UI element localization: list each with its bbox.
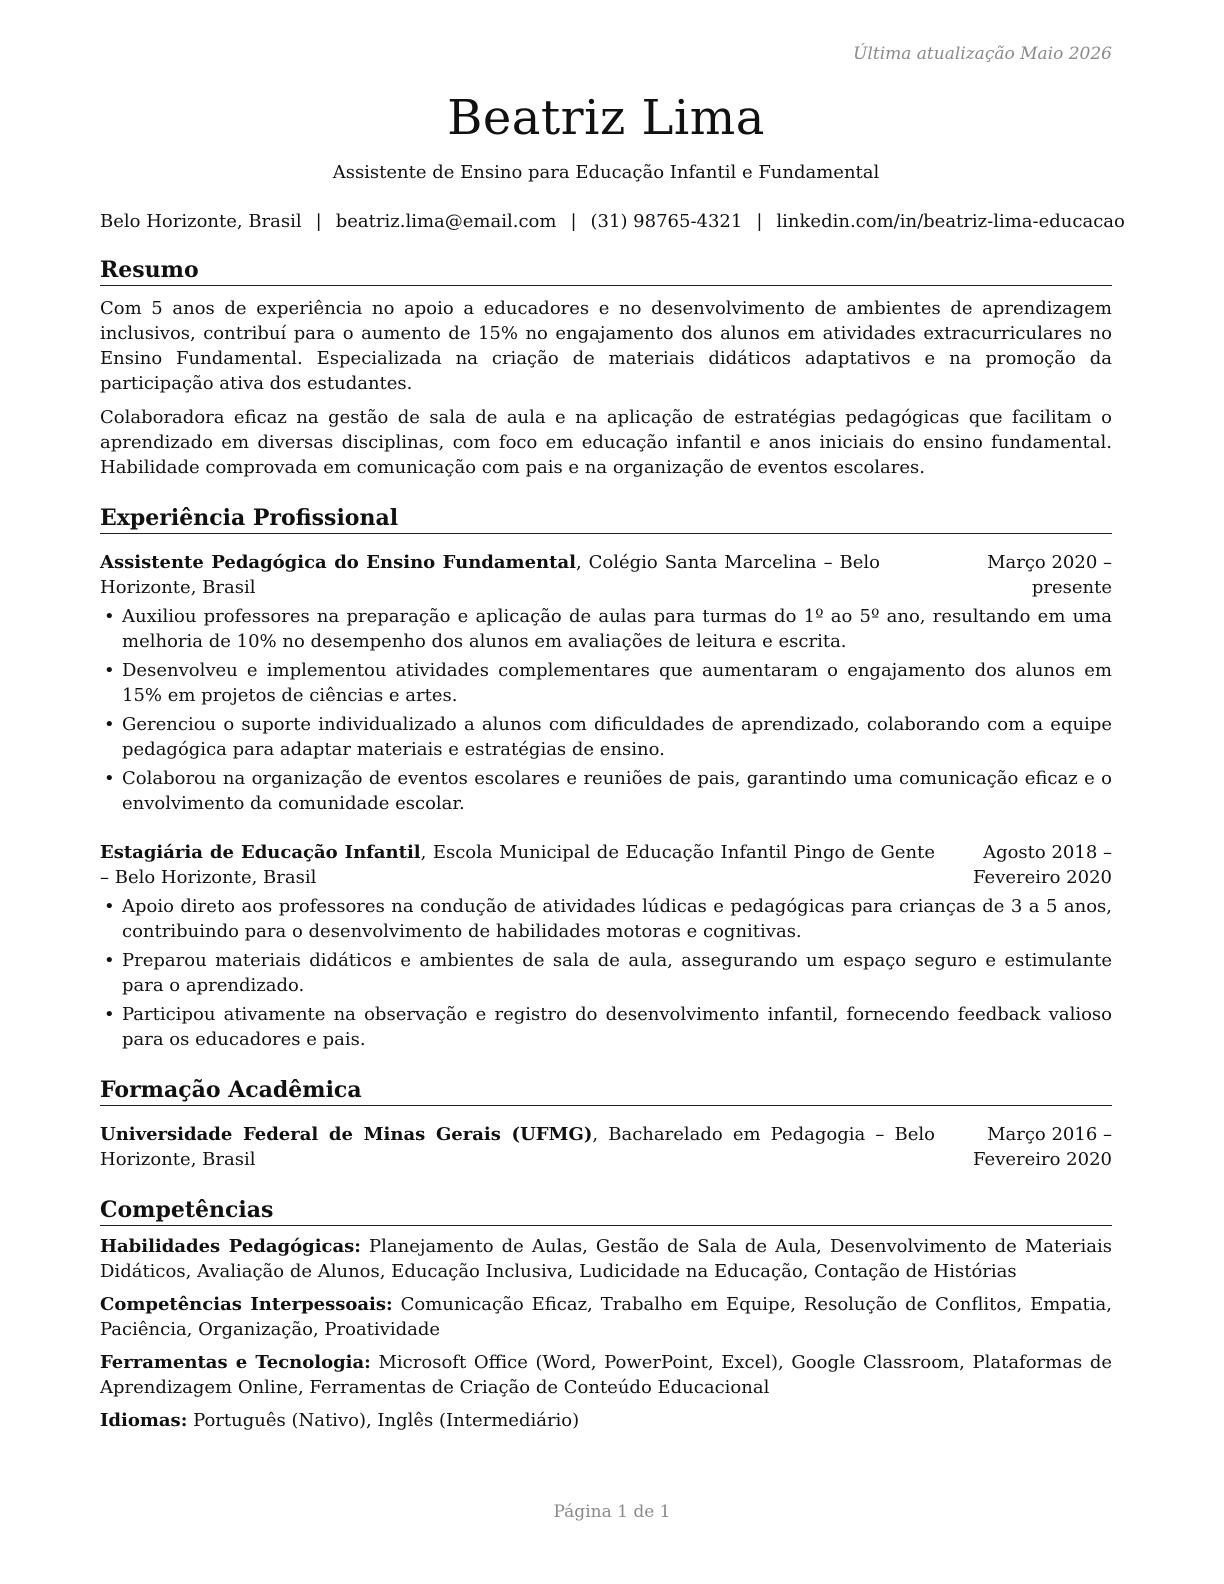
- contact-line: [100, 211, 1125, 232]
- skill-text: Microsoft Office (Word, PowerPoint, Excel), Google Classroom, Plataformas de Aprendizagem Online, Ferramentas de Criação de Conteúdo Educacional: [100, 1352, 1113, 1398]
- page-number: Página 1 de 1: [553, 1502, 671, 1522]
- candidate-headline: Assistente de Ensino para Educação Infantil e Fundamental: [332, 162, 880, 183]
- skill-text: Comunicação Eficaz, Trabalho em Equipe, Resolução de Conflitos, Empatia, Paciência, Organização, Proatividade: [100, 1294, 1112, 1340]
- skill-text: Planejamento de Aulas, Gestão de Sala de Aula, Desenvolvimento de Materiais Didáticos, Avaliação de Alunos, Educação Inclusiva, Ludicidade na Educação, Contação de Histórias: [100, 1236, 1112, 1282]
- job-dates: Agosto 2018 – Fevereiro 2020: [973, 842, 1112, 888]
- job-header: [100, 550, 1112, 600]
- contact-separator: |: [315, 211, 322, 232]
- job-header: [100, 840, 1112, 890]
- education-entry: [100, 1122, 1112, 1172]
- skill-row: [100, 1408, 1112, 1433]
- job-role: Assistente Pedagógica do Ensino Fundamental: [100, 552, 576, 573]
- section-title-summary: Resumo: [100, 256, 1112, 286]
- skill-row: [100, 1234, 1112, 1284]
- summary-paragraph: Colaboradora eficaz na gestão de sala de aula e na aplicação de estratégias pedagógicas que facilitam o aprendizado em diversas disciplinas, com foco em educação infantil e anos iniciais do ensino fundamental. Habilidade comprovada em comunicação com pais e na organização de eventos escolares.: [100, 407, 1112, 478]
- education-degree: , Bacharelado em Pedagogia – Belo Horizonte, Brasil: [100, 1124, 936, 1170]
- skill-label: Competências Interpessoais:: [100, 1294, 393, 1315]
- skill-text: Português (Nativo), Inglês (Intermediário): [187, 1410, 580, 1431]
- job-bullets: [100, 894, 1112, 1052]
- contact-phone[interactable]: (31) 98765-4321: [590, 211, 743, 232]
- education-dates: Março 2016 – Fevereiro 2020: [973, 1124, 1112, 1170]
- job-title-line: [100, 840, 935, 890]
- list-item: • Apoio direto aos professores na condução de atividades lúdicas e pedagógicas para crianças de 3 a 5 anos, contribuindo para o desenvolvimento de habilidades motoras e cognitivas.: [100, 894, 1112, 944]
- job-employer: , Escola Municipal de Educação Infantil Pingo de Gente – Belo Horizonte, Brasil: [100, 842, 935, 888]
- education-title-line: [100, 1122, 935, 1172]
- summary-paragraph: Com 5 anos de experiência no apoio a educadores e no desenvolvimento de ambientes de aprendizagem inclusivos, contribuí para o aumento de 15% no engajamento dos alunos em atividades extracurriculares no Ensino Fundamental. Especializada na criação de materiais didáticos adaptativos e na promoção da participação ativa dos estudantes.: [100, 298, 1112, 394]
- skill-label: Habilidades Pedagógicas:: [100, 1236, 361, 1257]
- skill-row: [100, 1292, 1112, 1342]
- section-title-experience: Experiência Profissional: [100, 504, 1112, 534]
- last-updated-note: Última atualização Maio 2026: [853, 44, 1112, 64]
- section-title-skills: Competências: [100, 1196, 1112, 1226]
- job-dates: Março 2020 – presente: [987, 552, 1112, 598]
- list-item: • Desenvolveu e implementou atividades complementares que aumentaram o engajamento dos alunos em 15% em projetos de ciências e artes.: [100, 658, 1112, 708]
- section-title-education: Formação Acadêmica: [100, 1076, 1112, 1106]
- list-item: • Colaborou na organização de eventos escolares e reuniões de pais, garantindo uma comunicação eficaz e o envolvimento da comunidade escolar.: [100, 766, 1112, 816]
- job-bullets: [100, 604, 1112, 816]
- contact-email[interactable]: beatriz.lima@email.com: [335, 211, 557, 232]
- list-item: • Gerenciou o suporte individualizado a alunos com dificuldades de aprendizado, colaborando com a equipe pedagógica para adaptar materiais e estratégias de ensino.: [100, 712, 1112, 762]
- education-school: Universidade Federal de Minas Gerais (UFMG): [100, 1124, 593, 1145]
- candidate-name: Beatriz Lima: [447, 90, 765, 146]
- list-item: • Participou ativamente na observação e registro do desenvolvimento infantil, fornecendo feedback valioso para os educadores e pais.: [100, 1002, 1112, 1052]
- resume-page: [100, 40, 1125, 1433]
- list-item: • Auxiliou professores na preparação e aplicação de aulas para turmas do 1º ao 5º ano, resultando em uma melhoria de 10% no desempenho dos alunos em avaliações de leitura e escrita.: [100, 604, 1112, 654]
- job-employer: , Colégio Santa Marcelina – Belo Horizonte, Brasil: [100, 552, 880, 598]
- contact-separator: |: [756, 211, 763, 232]
- contact-separator: |: [570, 211, 577, 232]
- contact-linkedin[interactable]: linkedin.com/in/beatriz-lima-educacao: [776, 211, 1125, 232]
- skill-row: [100, 1350, 1112, 1400]
- job-title-line: [100, 550, 880, 600]
- contact-location: Belo Horizonte, Brasil: [100, 211, 302, 232]
- skill-label: Idiomas:: [100, 1410, 188, 1431]
- list-item: • Preparou materiais didáticos e ambientes de sala de aula, assegurando um espaço seguro e estimulante para o aprendizado.: [100, 948, 1112, 998]
- skill-label: Ferramentas e Tecnologia:: [100, 1352, 371, 1373]
- job-role: Estagiária de Educação Infantil: [100, 842, 421, 863]
